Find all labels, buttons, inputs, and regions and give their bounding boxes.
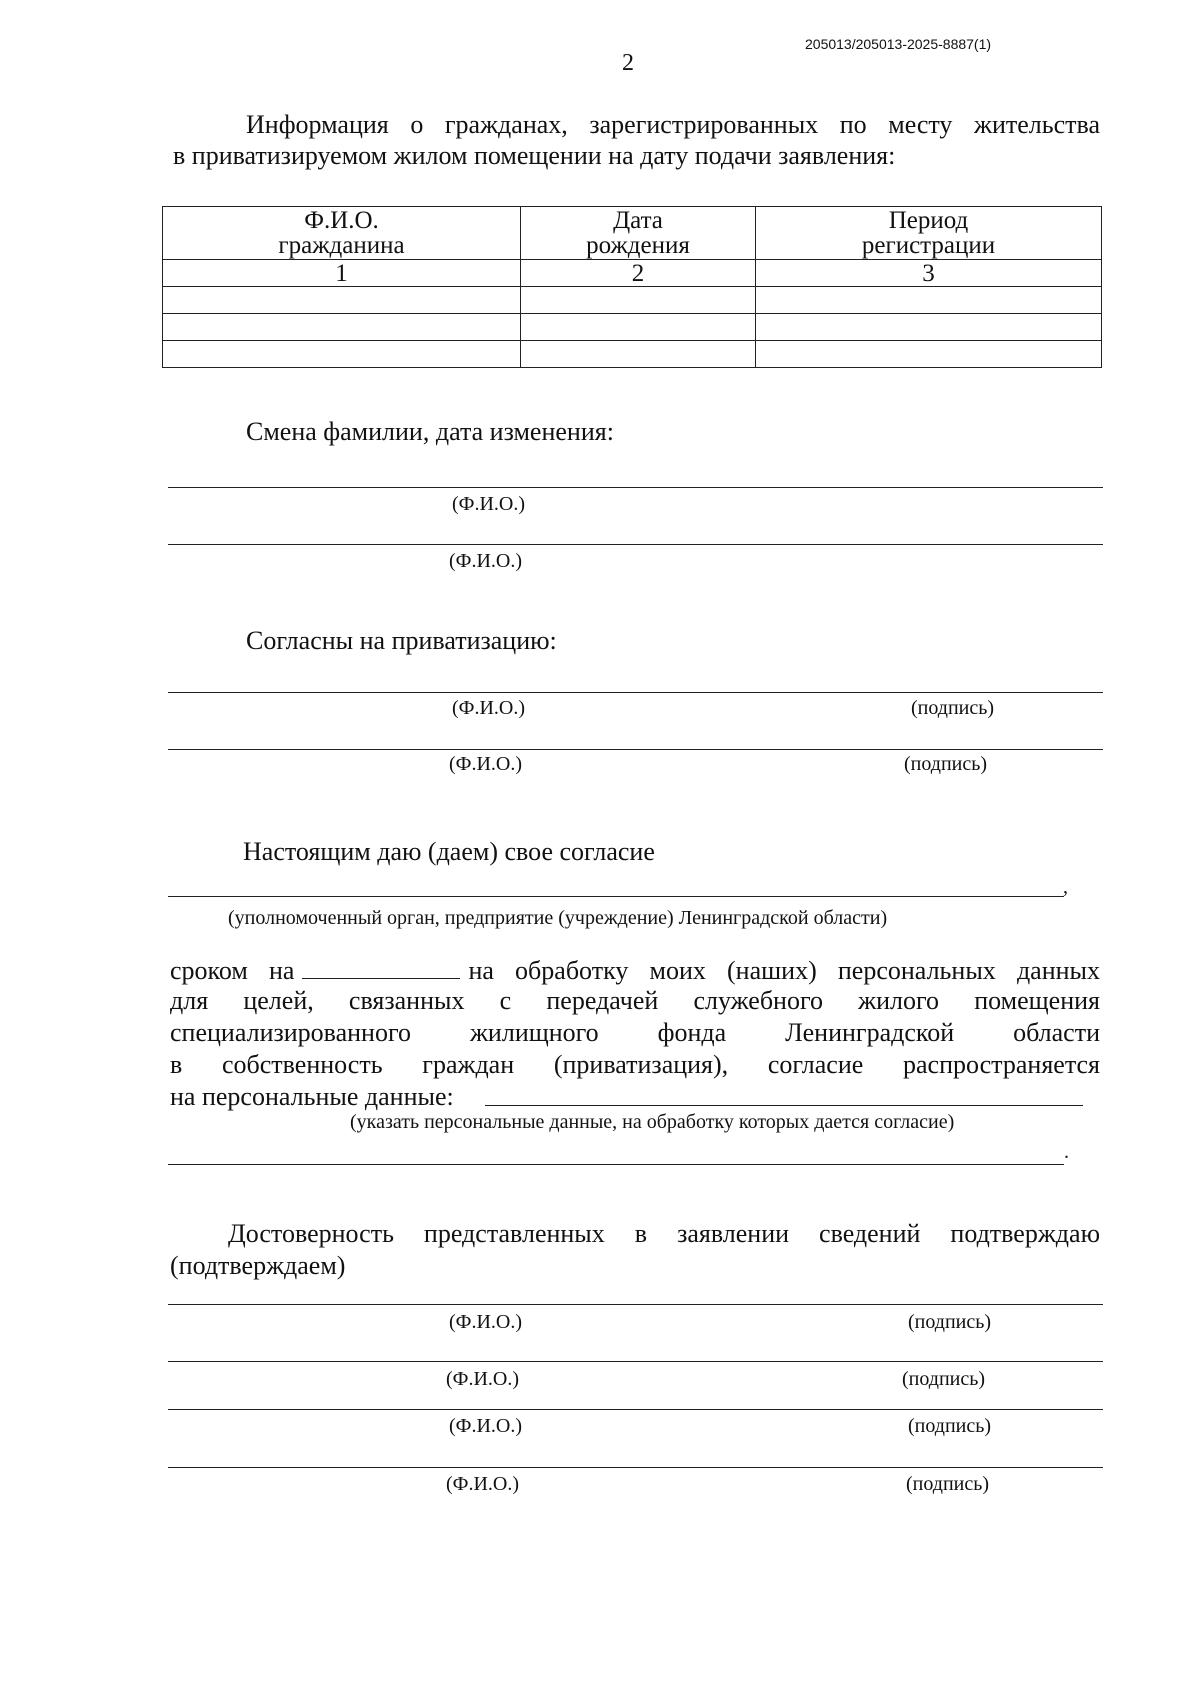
personal-data-line[interactable] [485,1105,1083,1106]
fio-caption: (Ф.И.О.) [452,697,526,719]
fio-caption: (Ф.И.О.) [449,753,523,775]
intro-line-2: в приватизируемом жилом помещении на дату подачи заявления: [173,141,896,170]
table-cell[interactable] [163,314,521,341]
confirmation-line-b[interactable] [168,1361,1103,1362]
table-cell[interactable] [756,314,1102,341]
personal-data-caption: (указать персональные данные, на обработку которых дается согласие) [350,1111,955,1133]
column-number: 3 [756,260,1102,287]
signature-caption: (подпись) [908,1415,992,1437]
table-cell[interactable] [756,341,1102,368]
fio-caption: (Ф.И.О.) [452,493,526,515]
table-cell[interactable] [163,287,521,314]
personal-data-line-2: для целей, связанных с передачей служебного жилого помещения [170,986,1100,1015]
registered-citizens-table [162,206,1102,368]
table-number-row [163,260,1102,287]
fio-caption: (Ф.И.О.) [449,550,523,572]
column-number: 1 [163,260,521,287]
column-number: 2 [521,260,756,287]
table-row [163,287,1102,314]
personal-data-line-4: в собственность граждан (приватизация), согласие распространяется [170,1050,1100,1079]
confirmation-line-a[interactable] [168,1304,1103,1305]
term-blank[interactable] [302,954,460,979]
signature-caption: (подпись) [902,1368,986,1390]
table-cell[interactable] [163,341,521,368]
table-row [163,341,1102,368]
name-change-line-2[interactable] [168,544,1103,545]
personal-data-line-5: на персональные данные: [170,1082,454,1111]
organ-caption: (уполномоченный орган, предприятие (учреждение) Ленинградской области) [228,907,888,929]
personal-data-line-3: специализированного жилищного фонда Ленинградской области [170,1018,1100,1047]
personal-data-line-1: сроком на на обработку моих (наших) персональных данных [170,956,1101,985]
table-cell[interactable] [521,341,756,368]
personal-data-continuation-line[interactable] [168,1164,1064,1165]
confirmation-line-d[interactable] [168,1467,1103,1468]
table-cell[interactable] [756,287,1102,314]
privatization-consent-line-1[interactable] [168,692,1103,693]
name-change-title: Смена фамилии, дата изменения: [246,417,614,446]
name-change-line-1[interactable] [168,487,1103,488]
fio-caption: (Ф.И.О.) [449,1415,523,1437]
table-header-row [163,207,1102,260]
signature-caption: (подпись) [906,1473,990,1495]
column-header-birth-date: Дата рождения [521,207,756,260]
confirmation-line-1: Достоверность представленных в заявлении сведений подтверждаю [228,1219,1100,1248]
table-cell[interactable] [521,287,756,314]
confirmation-line-c[interactable] [168,1409,1103,1410]
fio-caption: (Ф.И.О.) [449,1311,523,1333]
page-number: 2 [622,50,634,76]
fio-caption: (Ф.И.О.) [446,1473,520,1495]
organ-line[interactable] [168,896,1064,897]
confirmation-line-2: (подтверждаем) [170,1251,346,1280]
document-id: 205013/205013-2025-8887(1) [805,36,992,52]
privatization-consent-title: Согласны на приватизацию: [246,626,557,655]
column-header-registration-period: Период регистрации [756,207,1102,260]
personal-data-consent-title: Настоящим даю (даем) свое согласие [243,837,655,866]
signature-caption: (подпись) [911,697,995,719]
table-cell[interactable] [521,314,756,341]
continuation-period: . [1064,1141,1069,1163]
intro-line-1: Информация о гражданах, зарегистрированных по месту жительства [246,110,1100,139]
fio-caption: (Ф.И.О.) [446,1368,520,1390]
organ-line-comma: , [1063,876,1068,898]
table-row [163,314,1102,341]
signature-caption: (подпись) [908,1311,992,1333]
privatization-consent-line-2[interactable] [168,749,1103,750]
column-header-fio: Ф.И.О. гражданина [163,207,521,260]
signature-caption: (подпись) [904,753,988,775]
